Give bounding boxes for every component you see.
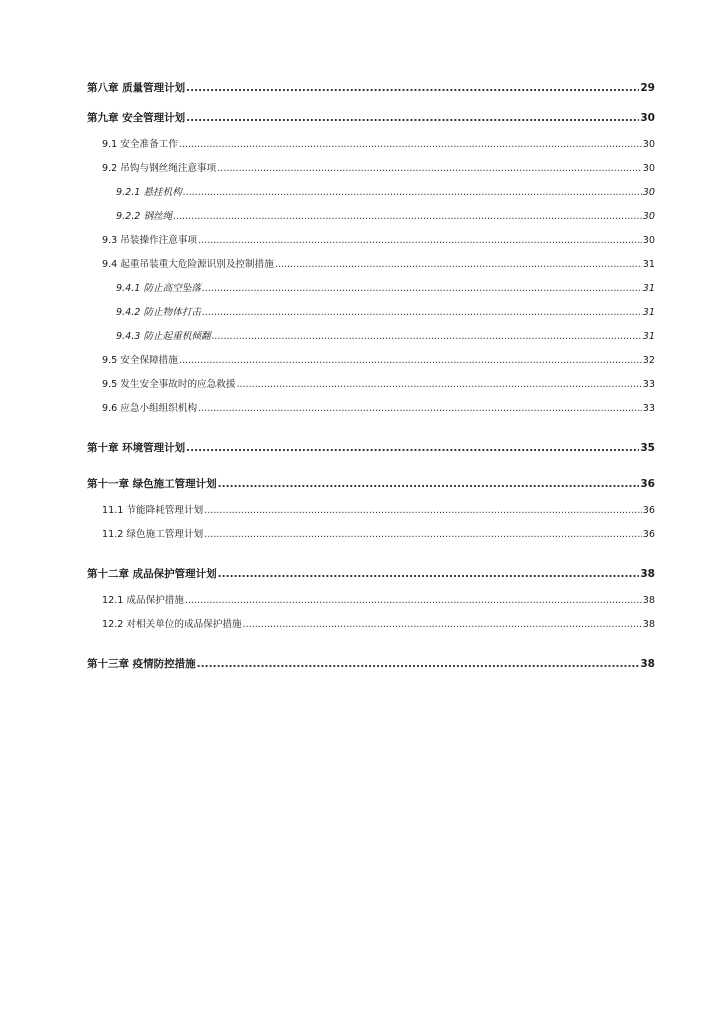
toc-entry-page-number: 38 [642, 619, 655, 630]
dot-leader [204, 529, 642, 540]
toc-entry-page-number: 33 [642, 379, 655, 390]
dot-leader [198, 235, 642, 246]
toc-entry[interactable] [116, 328, 655, 342]
toc-entry[interactable] [116, 280, 655, 294]
dot-leader [179, 355, 642, 366]
toc-entry-page-number: 31 [642, 307, 655, 318]
toc-entry[interactable] [102, 160, 655, 174]
toc-entry[interactable] [87, 440, 655, 455]
toc-entry[interactable] [87, 656, 655, 671]
toc-entry-page-number: 30 [642, 139, 655, 150]
dot-leader [185, 595, 642, 606]
dot-leader [236, 379, 641, 390]
toc-entry-page-number: 30 [642, 187, 655, 198]
toc-entry-title: 9.6 应急小组组织机构 [102, 403, 198, 414]
toc-entry-title: 9.4.3 防止起重机倾翻 [116, 331, 211, 342]
toc-entry[interactable] [102, 352, 655, 366]
dot-leader [212, 331, 642, 342]
toc-entry[interactable] [87, 80, 655, 95]
toc-entry[interactable] [116, 304, 655, 318]
dot-leader [197, 658, 640, 670]
toc-entry-page-number: 32 [642, 355, 655, 366]
toc-entry-page-number: 31 [642, 331, 655, 342]
dot-leader [218, 478, 640, 490]
toc-entry-title: 第十二章 成品保护管理计划 [87, 568, 217, 580]
toc-entry-title: 第十章 环境管理计划 [87, 442, 186, 454]
toc-entry-page-number: 38 [642, 595, 655, 606]
toc-entry-page-number: 36 [640, 478, 655, 490]
toc-entry-title: 第九章 安全管理计划 [87, 112, 186, 124]
toc-entry-title: 9.4.2 防止物体打击 [116, 307, 202, 318]
dot-leader [243, 619, 642, 630]
toc-entry[interactable] [102, 136, 655, 150]
toc-entry[interactable] [102, 502, 655, 516]
toc-entry[interactable] [102, 376, 655, 390]
toc-entry[interactable] [102, 592, 655, 606]
dot-leader [275, 259, 642, 270]
toc-entry-title: 第十三章 疫情防控措施 [87, 658, 196, 670]
toc-entry-page-number: 36 [642, 505, 655, 516]
toc-entry[interactable] [102, 232, 655, 246]
toc-entry-title: 9.2.2 钢丝绳 [116, 211, 173, 222]
toc-entry[interactable] [102, 400, 655, 414]
toc-entry-title: 12.2 对相关单位的成品保护措施 [102, 619, 242, 630]
dot-leader [179, 139, 642, 150]
toc-entry-page-number: 38 [640, 568, 655, 580]
toc-entry-title: 9.3 吊装操作注意事项 [102, 235, 198, 246]
toc-entry-title: 11.2 绿色施工管理计划 [102, 529, 204, 540]
dot-leader [183, 187, 642, 198]
toc-entry-page-number: 30 [642, 163, 655, 174]
toc-entry[interactable] [102, 616, 655, 630]
dot-leader [186, 442, 639, 454]
toc-entry-page-number: 35 [640, 442, 655, 454]
toc-entry-page-number: 31 [642, 259, 655, 270]
toc-entry-title: 第十一章 绿色施工管理计划 [87, 478, 217, 490]
dot-leader [198, 403, 642, 414]
toc-entry-page-number: 36 [642, 529, 655, 540]
toc-entry-title: 9.2 吊钩与钢丝绳注意事项 [102, 163, 217, 174]
toc-entry-page-number: 29 [640, 82, 655, 94]
toc-entry-title: 9.5 安全保障措施 [102, 355, 178, 366]
dot-leader [202, 307, 642, 318]
toc-entry-title: 11.1 节能降耗管理计划 [102, 505, 204, 516]
toc-entry-page-number: 38 [640, 658, 655, 670]
toc-entry-title: 12.1 成品保护措施 [102, 595, 184, 606]
toc-entry[interactable] [87, 566, 655, 581]
dot-leader [217, 163, 642, 174]
toc-entry[interactable] [87, 476, 655, 491]
dot-leader [202, 283, 642, 294]
dot-leader [218, 568, 640, 580]
toc-entry-page-number: 30 [640, 112, 655, 124]
toc-entry[interactable] [87, 110, 655, 125]
toc-entry[interactable] [102, 256, 655, 270]
toc-entry[interactable] [116, 184, 655, 198]
dot-leader [204, 505, 642, 516]
toc-entry-page-number: 33 [642, 403, 655, 414]
toc-entry[interactable] [102, 526, 655, 540]
toc-entry-title: 9.4 起重吊装重大危险源识别及控制措施 [102, 259, 274, 270]
dot-leader [186, 82, 639, 94]
dot-leader [173, 211, 642, 222]
toc-entry-title: 9.2.1 悬挂机构 [116, 187, 182, 198]
toc-entry-page-number: 31 [642, 283, 655, 294]
toc-entry-title: 9.5 发生安全事故时的应急救援 [102, 379, 236, 390]
dot-leader [186, 112, 639, 124]
toc-entry-title: 9.1 安全准备工作 [102, 139, 178, 150]
toc-entry-title: 9.4.1 防止高空坠落 [116, 283, 202, 294]
toc-entry-title: 第八章 质量管理计划 [87, 82, 186, 94]
toc-entry[interactable] [116, 208, 655, 222]
toc-entry-page-number: 30 [642, 235, 655, 246]
toc-entry-page-number: 30 [642, 211, 655, 222]
